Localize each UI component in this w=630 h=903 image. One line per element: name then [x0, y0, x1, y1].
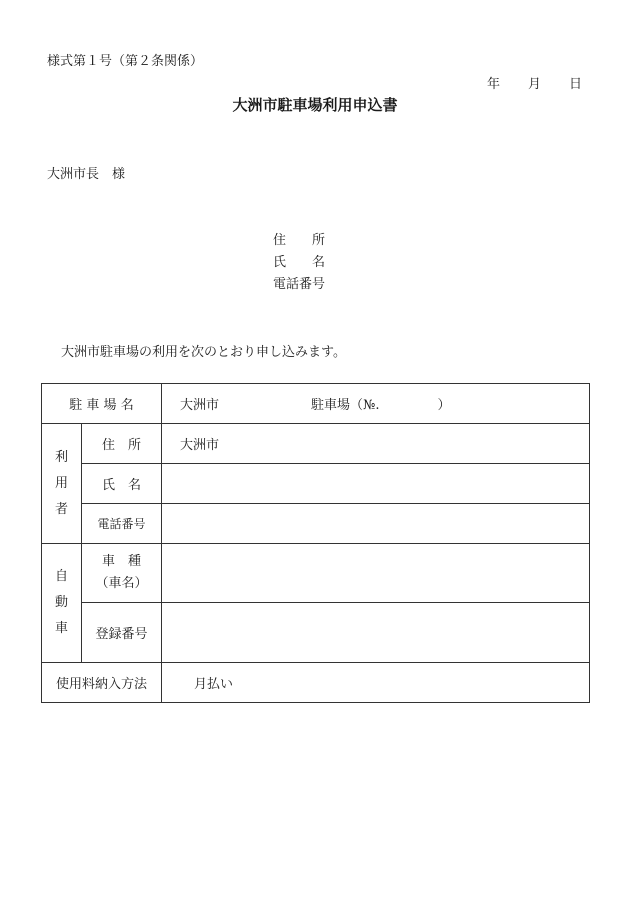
vehicle-model-row	[42, 544, 590, 603]
vehicle-model-label	[82, 544, 162, 603]
vehicle-registration-field[interactable]	[162, 603, 590, 663]
vehicle-group-label	[42, 544, 82, 663]
user-name-label: 氏 名	[82, 464, 162, 504]
form-number: 様式第１号（第２条関係）	[47, 54, 204, 69]
parking-lot-suffix: 駐車場（№.	[311, 398, 380, 413]
user-group-label	[42, 424, 82, 544]
user-address-prefix: 大洲市	[180, 438, 220, 453]
vehicle-model-label-line2: （車名）	[95, 576, 148, 591]
date-line	[487, 73, 582, 92]
year-label: 年	[486, 77, 500, 92]
parking-lot-city: 大洲市	[180, 398, 220, 413]
parking-lot-row	[42, 384, 590, 424]
applicant-address-label: 住 所	[273, 233, 326, 248]
vehicle-group-char: 動	[54, 595, 68, 610]
user-group-char: 用	[54, 475, 68, 491]
user-group-char: 利	[54, 449, 68, 465]
applicant-block	[273, 230, 325, 296]
month-label: 月	[527, 77, 541, 92]
user-address-row	[42, 424, 590, 464]
parking-lot-label: 駐 車 場 名	[42, 384, 162, 424]
user-address-field[interactable]	[162, 424, 590, 464]
application-form-table	[41, 383, 590, 703]
payment-label: 使用料納入方法	[42, 663, 162, 703]
addressee: 大洲市長 様	[47, 167, 126, 182]
vehicle-group-char: 自	[54, 569, 68, 584]
parking-lot-close: ）	[437, 398, 451, 413]
vehicle-model-field[interactable]	[162, 544, 590, 603]
vehicle-group-char: 車	[54, 621, 68, 636]
day-label: 日	[568, 77, 582, 92]
page-title: 大洲市駐車場利用申込書	[232, 96, 398, 114]
user-name-field[interactable]	[162, 464, 590, 504]
intro-text: 大洲市駐車場の利用を次のとおり申し込みます。	[61, 345, 346, 360]
payment-row	[42, 663, 590, 703]
vehicle-model-label-line1: 車 種	[101, 554, 141, 569]
user-phone-label: 電話番号	[82, 504, 162, 544]
user-phone-field[interactable]	[162, 504, 590, 544]
parking-lot-field[interactable]	[162, 384, 590, 424]
applicant-name-label: 氏 名	[273, 255, 326, 270]
vehicle-registration-row	[42, 603, 590, 663]
payment-value: 月払い	[162, 663, 590, 703]
user-group-char: 者	[54, 501, 68, 517]
user-address-label: 住 所	[82, 424, 162, 464]
vehicle-registration-label: 登録番号	[82, 603, 162, 663]
user-name-row	[42, 464, 590, 504]
user-phone-row	[42, 504, 590, 544]
applicant-phone-label: 電話番号	[273, 277, 326, 292]
